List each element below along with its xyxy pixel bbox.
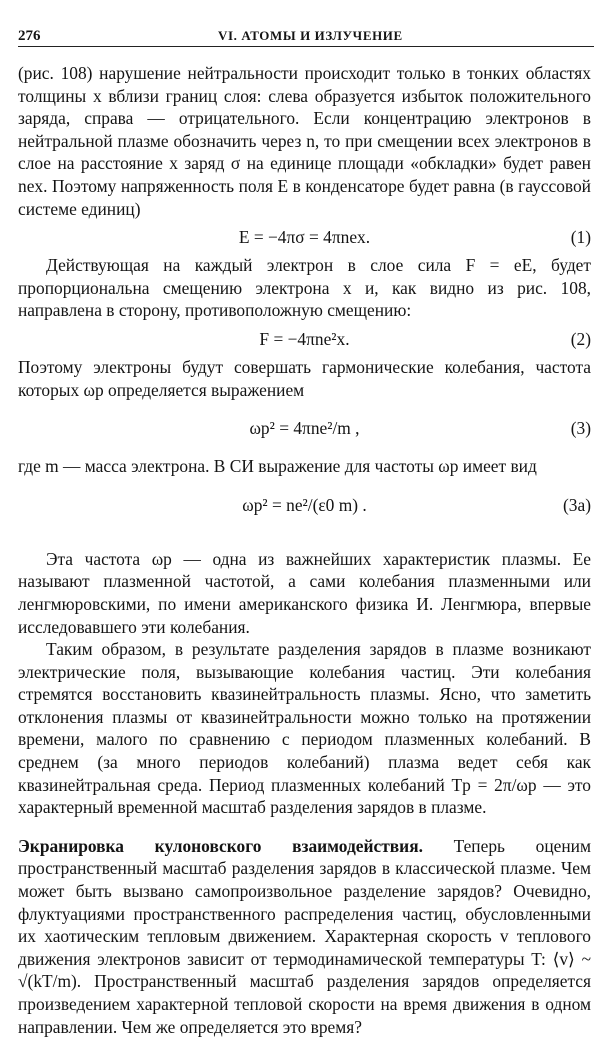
paragraph-2: Действующая на каждый электрон в слое сила F = eE, будет пропорциональна смещению электрона x и, как видно из рис. 108, направлена в сторону, противоположную смещению: — [18, 255, 591, 321]
paragraph-6: Таким образом, в результате разделения зарядов в плазме возникают электрические поля, вызывающие колебания частиц. Эти колебания стремятся восстановить квазинейтральность плазмы. Ясно, что заметить отклонения плазмы от квазинейтральности можно только на протяжении времени, малого по сравнению с периодом плазменных колебаний. В среднем (за много периодов колебаний) плазма ведет себя как квазинейтральная среда. Период плазменных колебаний Tp = 2π/ωp — это характерный временной масштаб разделения зарядов в плазме. — [18, 639, 591, 818]
equation-3-number: (3) — [570, 418, 591, 439]
header-rule — [18, 46, 594, 47]
equation-2-number: (2) — [570, 328, 591, 349]
running-head: VI. АТОМЫ И ИЗЛУЧЕНИЕ — [218, 28, 403, 43]
paragraph-7 — [18, 835, 591, 1038]
equation-3-expression: ωp² = 4πne²/m , — [249, 418, 360, 439]
page-body — [18, 62, 591, 1038]
equation-2-expression: F = −4πne²x. — [259, 328, 350, 349]
section-title: Экранировка кулоновского взаимодействия. — [18, 835, 423, 856]
equation-2 — [18, 322, 591, 356]
paragraph-7-text: Теперь оценим пространственный масштаб разделения зарядов в классической плазме. Чем может быть вызвано самопроизвольное разделение зарядов? Очевидно, флуктуациями пространственного распределения частиц, обусловленными их хаотическим тепловым движением. Характерная скорость v теплового движения электронов зависит от термодинамической температуры T: ⟨v⟩ ~ √(kT/m). Пространственный масштаб разделения зарядов определяется произведением характерной тепловой скорости на время движения в одном направлении. Чем же определяется это время? — [18, 835, 591, 1037]
paragraph-4: где m — масса электрона. В СИ выражение для частоты ωp имеет вид — [18, 456, 537, 477]
page-header — [18, 24, 594, 46]
page-number: 276 — [18, 28, 41, 44]
equation-3 — [18, 401, 591, 455]
paragraph-1: (рис. 108) нарушение нейтральности происходит только в тонких областях толщины x вблизи границ слоя: слева образуется избыток положительного заряда, справа — отрицательного. Если концентрацию электронов в нейтральной плазме обозначить через n, то при смещении всех электронов в слое на расстояние x заряд σ на единице площади «обкладки» будет равен nex. Поэтому напряженность поля E в конденсаторе будет равна (в гауссовой системе единиц) — [18, 63, 591, 219]
paragraph-5: Эта частота ωp — одна из важнейших характеристик плазмы. Ее называют плазменной частотой, а сами колебания плазменными или ленгмюровскими, по имени американского физика И. Ленгмюра, впервые исследовавшего эти колебания. — [18, 548, 591, 637]
spacer — [18, 819, 591, 835]
equation-1 — [18, 220, 591, 254]
spacer — [18, 532, 591, 548]
equation-1-number: (1) — [570, 227, 591, 248]
equation-3a-number: (3а) — [563, 494, 591, 515]
equation-3a — [18, 478, 591, 532]
paragraph-3: Поэтому электроны будут совершать гармонические колебания, частота которых ωp определяется выражением — [18, 356, 591, 400]
equation-1-expression: E = −4πσ = 4πnex. — [238, 227, 371, 248]
equation-3a-expression: ωp² = ne²/(ε0 m) . — [242, 494, 367, 515]
